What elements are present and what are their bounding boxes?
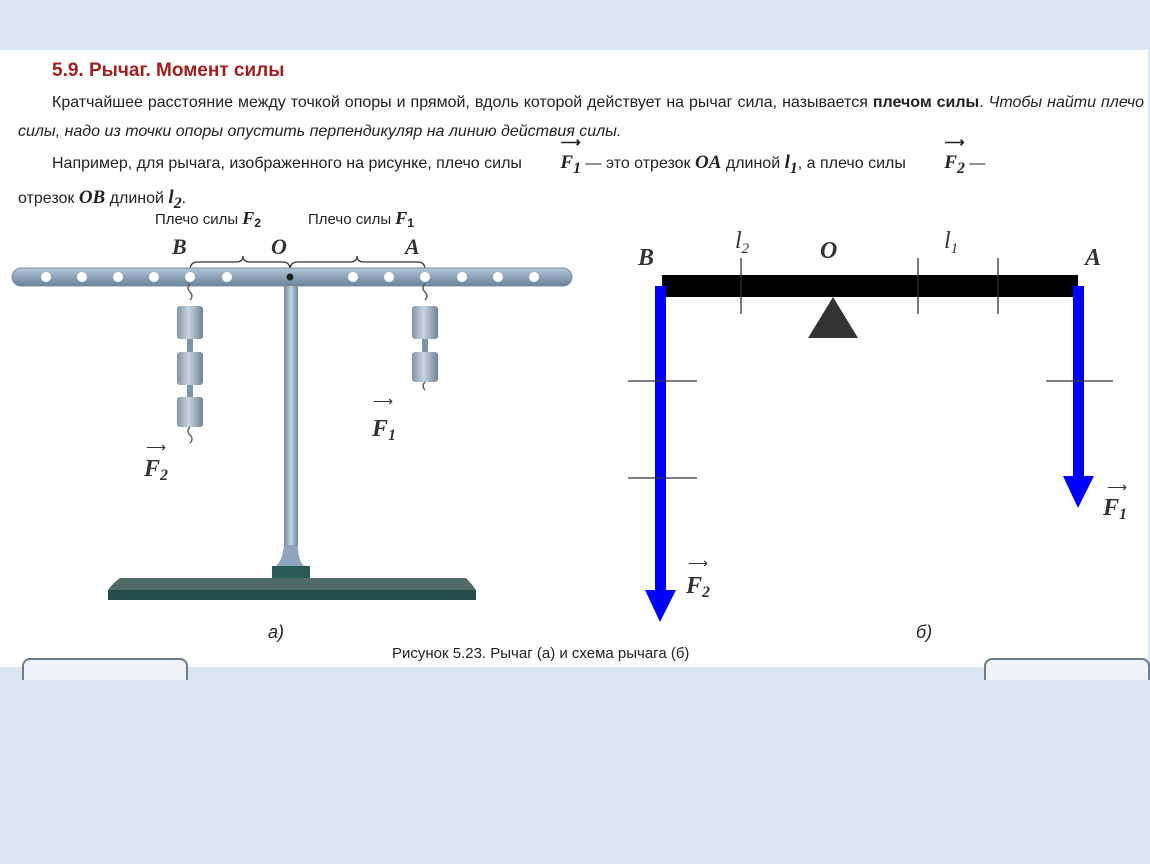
weights-right	[412, 284, 438, 390]
para2-text-1: Например, для рычага, изображенного на рисунке, плечо силы	[52, 155, 527, 172]
point-b-a: B	[172, 234, 187, 259]
force-arrow-f2-shaft	[655, 286, 666, 592]
pivot-point	[287, 274, 294, 281]
point-o-a: O	[271, 234, 287, 259]
base-plate	[108, 590, 476, 600]
force-label-f1-a	[371, 393, 396, 444]
force-label-f1-b	[1102, 479, 1127, 523]
svg-text:F1: F1	[1103, 495, 1128, 523]
force-label-f2-a	[143, 439, 168, 484]
weights-left	[177, 284, 203, 443]
lever-beam-schematic	[662, 275, 1078, 297]
point-b-b: B	[638, 245, 655, 271]
para2-text-3: длиной	[721, 155, 785, 172]
segment-ob: OB	[78, 186, 106, 208]
point-a-b: A	[1085, 245, 1102, 271]
figure-b-diagram	[628, 228, 1127, 642]
para2-text-8: .	[181, 189, 187, 207]
stand-rod	[284, 286, 298, 551]
svg-text:⟶: ⟶	[688, 555, 709, 571]
para2-text-4: , а плечо силы	[797, 155, 911, 172]
length-l1: $l_1$	[784, 152, 798, 177]
svg-text:F2: F2	[144, 456, 169, 484]
nav-back-button[interactable]	[22, 658, 188, 680]
force-arrow-f1-head	[1063, 476, 1094, 508]
force-arrow-f2-head	[645, 590, 676, 622]
section-title: 5.9. Рычаг. Момент силы	[52, 60, 285, 81]
nav-forward-button[interactable]	[984, 658, 1150, 680]
vector-f2: ⟶ $F_2$	[944, 136, 965, 177]
label-arm-f1: Плечо силы $F_1$	[308, 208, 414, 230]
svg-text:⟶: ⟶	[1107, 479, 1128, 495]
stand-flare	[272, 545, 308, 568]
svg-text:⟶: ⟶	[373, 393, 394, 409]
para2-text-2: — это отрезок	[580, 155, 695, 172]
para1-text: Кратчайшее расстояние между точкой опоры и прямой, вдоль которой действует на рычаг сила, называется	[52, 94, 873, 111]
label-l2-b: $l_2$	[735, 228, 750, 257]
svg-text:F2: F2	[686, 573, 711, 601]
force-arrow-f1-shaft	[1073, 286, 1084, 478]
point-o-b: O	[820, 238, 838, 264]
point-a-a: A	[405, 234, 420, 259]
sublabel-b: б)	[916, 622, 933, 642]
arrow-ticks	[628, 381, 1113, 478]
base-top	[108, 578, 476, 590]
fulcrum-triangle	[808, 297, 858, 338]
label-arm-f2: Плечо силы $F_2$	[155, 208, 261, 230]
segment-oa: OA	[695, 152, 722, 173]
svg-text:⟶: ⟶	[146, 439, 167, 455]
term-lever-arm: плечом силы	[872, 94, 980, 111]
figure-a-lever	[12, 208, 572, 642]
para2-text-7: длиной	[105, 189, 169, 207]
para2-text-6: отрезок	[18, 189, 79, 207]
para1-italic: Чтобы найти плечо силы, надо из точки опоры опустить перпендикуляр на линию действия силы.	[18, 94, 1144, 140]
para2-text-5: —	[964, 155, 986, 172]
force-label-f2-b	[685, 555, 710, 601]
stand-foot	[272, 566, 310, 578]
label-l1-b: $l_1$	[944, 228, 959, 257]
para1-punct: .	[979, 94, 989, 111]
sublabel-a: а)	[268, 622, 285, 642]
vector-f1: ⟶ $F_1$	[560, 136, 581, 177]
figure-caption: Рисунок 5.23. Рычаг (а) и схема рычага (б)	[392, 645, 690, 662]
svg-text:F1: F1	[372, 416, 397, 444]
length-l2: $l_2$	[168, 186, 182, 212]
